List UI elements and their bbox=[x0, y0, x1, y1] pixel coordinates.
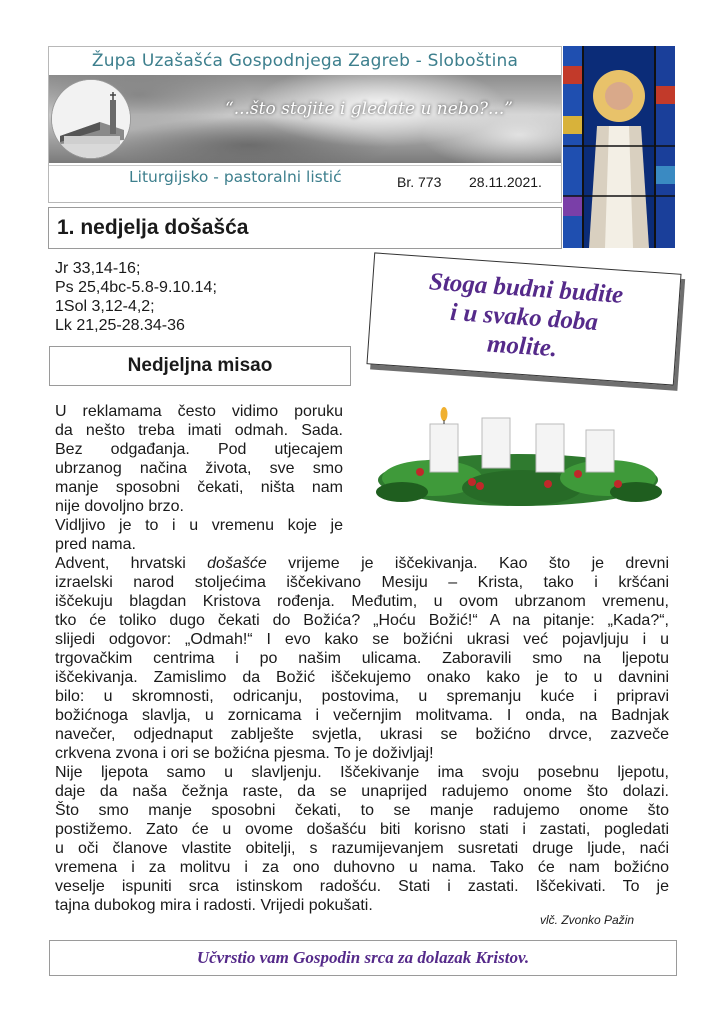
text-line: Vidljivo je to i u vremenu koje je bbox=[55, 517, 343, 534]
text-line: trgovačkim centrima i po našim ulicama. Zaboravili smo na ljepotu bbox=[55, 650, 669, 667]
reflection-title: Nedjeljna misao bbox=[127, 355, 273, 376]
issue-number: Br. 773 bbox=[397, 174, 442, 190]
text-line: božićnoga slavlja, u zornicama i večernjim molitvama. I onda, na Badnjak bbox=[55, 707, 669, 724]
text-line: U reklamama često vidimo poruku bbox=[55, 403, 343, 420]
reading-2: Ps 25,4bc-5.8-9.10.14; bbox=[55, 279, 217, 296]
parish-name: Župa Uzašašća Gospodnjega Zagreb - Sloboština bbox=[91, 51, 519, 71]
text-line: Što smo manje sposobni čekati, to se manje radujemo onome što bbox=[55, 802, 669, 819]
header bbox=[48, 46, 562, 203]
text-line: pred nama. bbox=[55, 536, 136, 553]
advent-pre: Advent, hrvatski bbox=[55, 555, 186, 572]
text-line: tajna dubokog mira i radosti. Vrijedi pokušati. bbox=[55, 897, 373, 914]
text-line: daje da naša čežnja raste, da se unaprijed radujemo onome što dolazi. bbox=[55, 783, 669, 800]
text-line: manje sposobni čekati, ništa nam bbox=[55, 479, 343, 496]
stained-glass-image bbox=[563, 46, 675, 248]
church-logo bbox=[51, 79, 131, 159]
motto-text bbox=[368, 263, 679, 371]
text-line: nije dovoljno brzo. bbox=[55, 498, 184, 515]
author-signature: vlč. Zvonko Pažin bbox=[540, 913, 635, 927]
text-line: tko će toliko dugo čekati do Božića? „Hoću Božić!“ A na pitanje: „Kada?“, bbox=[55, 612, 669, 629]
advent-wreath-image bbox=[372, 400, 664, 518]
text-line: u oči članove vlastite obitelji, s razumijevanjem susretati druge ljude, naći bbox=[55, 840, 669, 857]
text-line: postižemo. Zato će u ovome došašću biti korisno stati i zastati, pogledati bbox=[55, 821, 669, 838]
header-divider bbox=[49, 165, 561, 166]
text-line: veselje ispuniti srca istinskom radošću. Stati i zastati. Iščekivati. To je bbox=[55, 878, 669, 895]
advent-post: vrijeme je iščekivanja. Kao što je drevni bbox=[288, 555, 669, 572]
banner-quote: “...što stojite i gledate u nebo?...” bbox=[225, 99, 513, 119]
sky-banner bbox=[49, 75, 561, 163]
motto-card bbox=[366, 252, 681, 385]
text-line: crkvena zvona i ori se božićna pjesma. To je doživljaj! bbox=[55, 745, 434, 762]
sunday-title-box bbox=[48, 207, 562, 249]
motto-line: Stoga budni budite bbox=[428, 268, 625, 309]
footer-verse: Učvrstio vam Gospodin srca za dolazak Kristov. bbox=[196, 948, 530, 967]
reading-4: Lk 21,25-28.34-36 bbox=[55, 317, 185, 334]
text-line: Bez odgađanja. Pod utjecajem bbox=[55, 441, 343, 458]
motto-line: i u svako doba bbox=[449, 298, 599, 337]
reading-1: Jr 33,14-16; bbox=[55, 260, 141, 277]
text-line: Nije ljepota samo u slavljenju. Iščekivanje ima svoju posebnu ljepotu, bbox=[55, 764, 669, 781]
sunday-title: 1. nedjelja došašća bbox=[57, 216, 249, 239]
text-line: ubrzanog načina života, sve smo bbox=[55, 460, 343, 477]
text-line: da nešto treba imati odmah. Sada. bbox=[55, 422, 343, 439]
text-line: vremena i za molitvu i za ono duhovno u nama. Tako će nam božićno bbox=[55, 859, 669, 876]
bulletin-subtitle: Liturgijsko - pastoralni listić bbox=[129, 168, 342, 186]
text-line: bilo: u skromnosti, odricanju, postovima, u spremanju kuće i pripravi bbox=[55, 688, 669, 705]
text-line: iščekuju blagdan Kristova rođenja. Međutim, u ovom ubrzanom vremenu, bbox=[55, 593, 669, 610]
text-line-advent bbox=[55, 554, 669, 573]
issue-date: 28.11.2021. bbox=[469, 174, 542, 190]
text-line: iščekivanja. Zamislimo da Božić iščekujemo onako kako je to u davnini bbox=[55, 669, 669, 686]
text-line: slijedi odgovor: „Odmah!“ I evo kako se božićni ukrasi već pojavljuju i u bbox=[55, 631, 669, 648]
advent-italic-word: došašće bbox=[207, 555, 267, 572]
reflection-title-box bbox=[49, 346, 351, 386]
reading-3: 1Sol 3,12-4,2; bbox=[55, 298, 155, 315]
text-line: izraelski narod stoljećima iščekivano Mesiju – Krista, tako i kršćani bbox=[55, 574, 669, 591]
footer-verse-box bbox=[49, 940, 677, 976]
text-line: navečer, odjednaput zablješte svjetla, ukrasi se božićno drvce, zazveče bbox=[55, 726, 669, 743]
motto-line: molite. bbox=[486, 330, 559, 363]
